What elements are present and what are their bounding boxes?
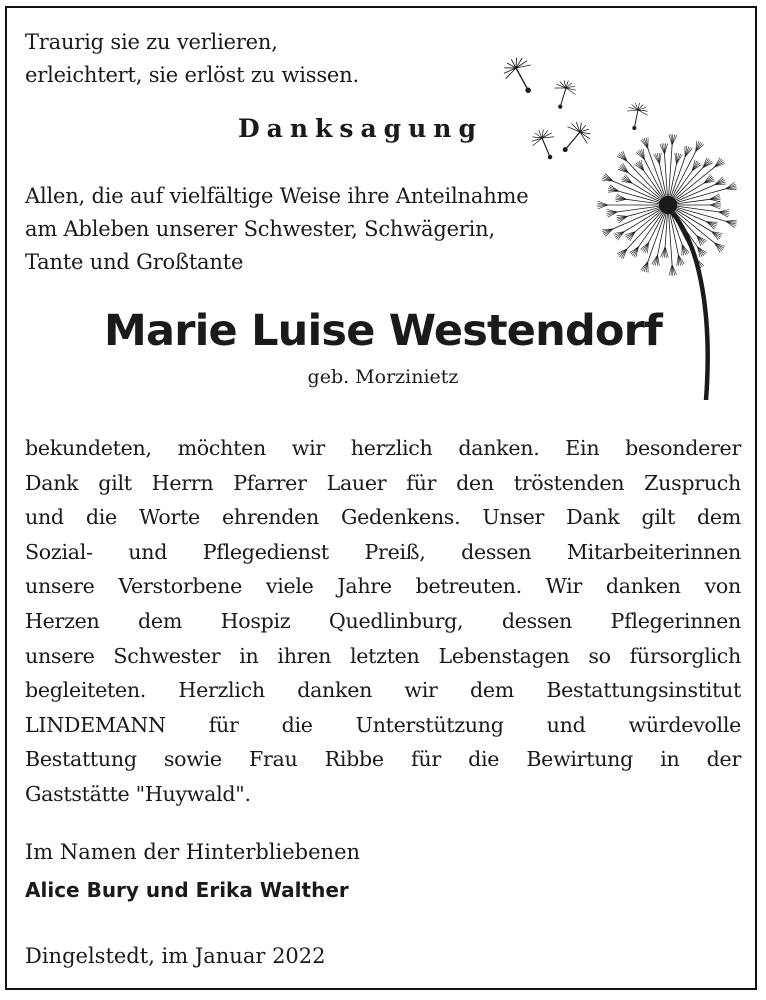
body-line: Sozial- und Pflegedienst Preiß, dessen Mitarbeiterinnen bbox=[25, 539, 741, 564]
body-line: Gaststätte "Huywald". bbox=[25, 781, 251, 806]
body-line: Herzen dem Hospiz Quedlinburg, dessen Pflegerinnen bbox=[25, 608, 741, 633]
body-line: begleiteten. Herzlich danken wir dem Bestattungsinstitut bbox=[25, 678, 741, 703]
heading: Danksagung bbox=[238, 114, 483, 143]
intro-line: Allen, die auf vielfältige Weise ihre Anteilnahme bbox=[25, 184, 529, 208]
intro-text bbox=[25, 180, 528, 279]
body-line: LINDEMANN für die Unterstützung und würdevolle bbox=[25, 712, 741, 737]
closing-line: Im Namen der Hinterbliebenen bbox=[25, 840, 361, 864]
body-line: unsere Verstorbene viele Jahre betreuten. Wir danken von bbox=[25, 574, 741, 599]
body-line: und die Worte ehrenden Gedenkens. Unser Dank gilt dem bbox=[25, 505, 741, 530]
intro-line: Tante und Großtante bbox=[25, 250, 244, 274]
signers: Alice Bury und Erika Walther bbox=[25, 878, 349, 902]
place-date: Dingelstedt, im Januar 2022 bbox=[25, 944, 326, 968]
motto bbox=[25, 26, 359, 92]
dandelion-icon bbox=[470, 20, 750, 400]
body-line: Dank gilt Herrn Pfarrer Lauer für den tröstenden Zuspruch bbox=[25, 470, 741, 495]
deceased-name: Marie Luise Westendorf bbox=[104, 306, 662, 356]
intro-line: am Ableben unserer Schwester, Schwägerin, bbox=[25, 217, 495, 241]
body-line: unsere Schwester in ihren letzten Lebenstagen so fürsorglich bbox=[25, 643, 741, 668]
motto-line: erleichtert, sie erlöst zu wissen. bbox=[25, 63, 359, 87]
body-line: bekundeten, möchten wir herzlich danken. Ein besonderer bbox=[25, 436, 741, 460]
body-text bbox=[25, 431, 741, 812]
maiden-name: geb. Morzinietz bbox=[307, 366, 459, 388]
motto-line: Traurig sie zu verlieren, bbox=[25, 30, 278, 54]
body-line: Bestattung sowie Frau Ribbe für die Bewirtung in der bbox=[25, 747, 741, 772]
